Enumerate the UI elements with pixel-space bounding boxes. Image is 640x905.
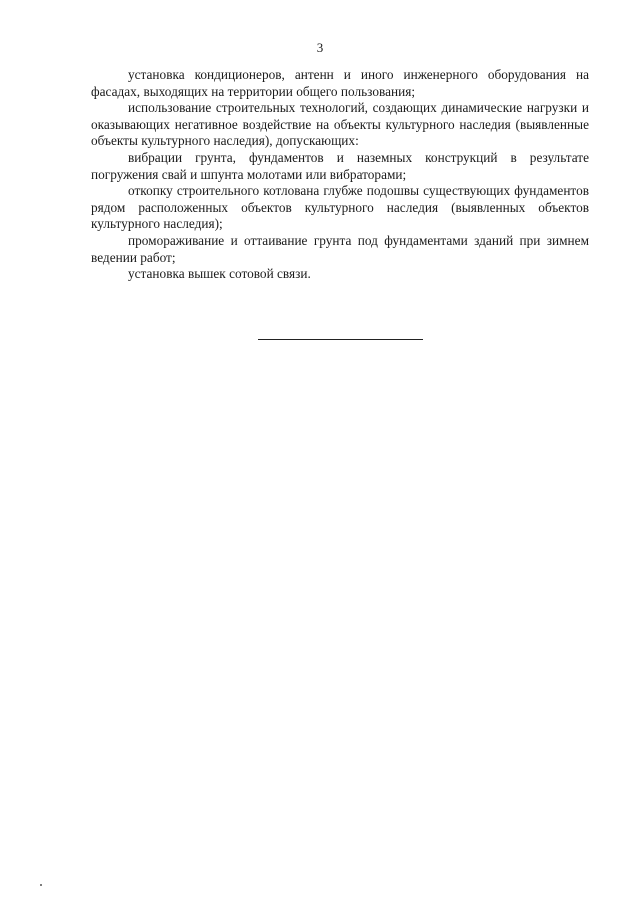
- scan-speck: [40, 884, 42, 886]
- list-item: промораживание и оттаивание грунта под фундаментами зданий при зимнем ведении работ;: [91, 232, 589, 265]
- list-item: установка вышек сотовой связи.: [128, 266, 311, 282]
- list-item: вибрации грунта, фундаментов и наземных конструкций в результате погружения свай и шпунта молотами или вибраторами;: [91, 149, 589, 182]
- list-item: использование строительных технологий, создающих динамические нагрузки и оказывающих негативное воздействие на объекты культурного наследия (выявленные объекты культурного наследия), допускающих:: [91, 100, 589, 149]
- document-body: [91, 67, 589, 283]
- list-item: откопку строительного котлована глубже подошвы существующих фундаментов рядом расположенных объектов культурного наследия (выявленных объектов культурного наследия);: [91, 183, 589, 232]
- list-item: установка кондиционеров, антенн и иного инженерного оборудования на фасадах, выходящих на территории общего пользования;: [91, 67, 589, 99]
- page-number: 3: [316, 40, 324, 55]
- end-separator-line: [258, 339, 423, 340]
